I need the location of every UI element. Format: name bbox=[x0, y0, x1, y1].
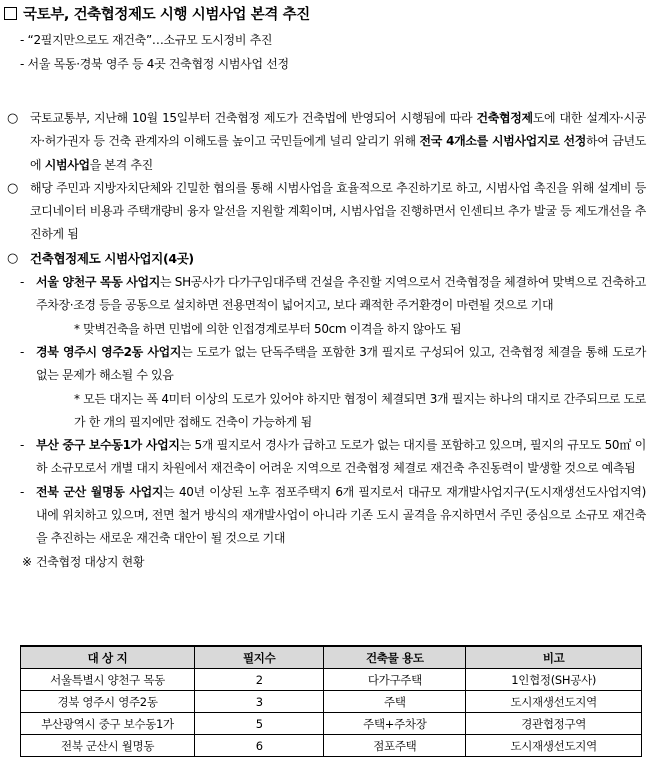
table-row bbox=[21, 669, 642, 691]
cell-site: 전북 군산시 월명동 bbox=[21, 735, 195, 757]
intro-paragraphs bbox=[6, 107, 646, 574]
section-heading-row bbox=[6, 247, 646, 271]
header-site: 대 상 지 bbox=[21, 646, 195, 669]
site-4-text: 는 40년 이상된 노후 점포주택지 6개 필지로서 대규모 재개발사업지구(도시재생선도사업지역) 내에 위치하고 있으며, 전면 철거 방식의 재개발사업이 아니라 기존 도시 골격을 유지하면서 주민 중심으로 소규모 재건축을 추진하는 새로운 재건축 대안이 될 것으로 기대 bbox=[36, 484, 646, 546]
subtitle-1: - “2필지만으로도 재건축”…소규모 도시정비 추진 bbox=[20, 33, 273, 47]
cell-parcels: 6 bbox=[195, 735, 324, 757]
cell-remarks: 1인협정(SH공사) bbox=[466, 669, 642, 691]
site-2-note bbox=[6, 388, 646, 435]
site-item-2 bbox=[6, 341, 646, 388]
cell-use: 다가구주택 bbox=[324, 669, 466, 691]
header-parcels: 필지수 bbox=[195, 646, 324, 669]
site-2-text: 는 도로가 없는 단독주택을 포함한 3개 필지로 구성되어 있고, 건축협정 체결을 통해 도로가 없는 문제가 해소될 수 있음 bbox=[36, 344, 646, 383]
title-row bbox=[4, 2, 310, 24]
dash-bullet: - bbox=[20, 275, 24, 290]
dash-bullet: - bbox=[20, 344, 24, 359]
cell-site: 경북 영주시 영주2동 bbox=[21, 691, 195, 713]
sites-table bbox=[20, 645, 642, 757]
site-1-name: 서울 양천구 목동 사업지 bbox=[36, 275, 161, 290]
paragraph-1-bold-c: 시범사업 bbox=[44, 157, 90, 172]
subtitle-2: - 서울 목동·경북 영주 등 4곳 건축협정 시범사업 선정 bbox=[20, 57, 289, 71]
paragraph-1-text-b: 도에 대한 설계자·시공자·허가권자 등 건축 관계자의 이해도를 높이고 국민들에게 널리 알리기 위해 bbox=[30, 111, 646, 149]
paragraph-1-bold-a: 건축협정제 bbox=[476, 111, 533, 125]
section-heading: 건축협정제도 시범사업지(4곳) bbox=[30, 250, 194, 266]
cell-remarks: 도시재생선도지역 bbox=[466, 691, 642, 713]
dash-bullet: - bbox=[20, 438, 24, 453]
paragraph-1-text-c: 하여 금년도에 bbox=[30, 134, 646, 172]
reference-note bbox=[6, 551, 646, 574]
table-row bbox=[21, 735, 642, 757]
circle-bullet-icon: ○ bbox=[7, 180, 18, 196]
checkbox-icon bbox=[4, 7, 17, 20]
site-3-name: 부산 중구 보수동1가 사업지 bbox=[36, 438, 180, 453]
header-remarks: 비고 bbox=[466, 646, 642, 669]
site-2-note-text: * 모든 대지는 폭 4미터 이상의 도로가 있어야 하지만 협정이 체결되면 3개 필지는 하나의 대지로 간주되므로 도로가 한 개의 필지에만 접해도 건축이 가능하게 됨 bbox=[74, 391, 646, 429]
site-item-3 bbox=[6, 434, 646, 481]
circle-bullet-icon: ○ bbox=[7, 111, 18, 126]
table-header-row bbox=[21, 646, 642, 669]
cell-remarks: 도시재생선도지역 bbox=[466, 735, 642, 757]
circle-bullet-icon: ○ bbox=[7, 250, 18, 266]
paragraph-1-text-a: 국토교통부, 지난해 10월 15일부터 건축협정 제도가 건축법에 반영되어 시행됨에 따라 bbox=[30, 111, 477, 125]
site-1-text: 는 SH공사가 다가구임대주택 건설을 추진할 지역으로서 건축협정을 체결하여 맞벽으로 건축하고 주차장·조경 등을 공동으로 설치하면 전용면적이 넓어지고, 보다 쾌적한 주거환경이 마련될 것으로 기대 bbox=[36, 275, 646, 313]
paragraph-1 bbox=[6, 107, 646, 177]
header-use: 건축물 용도 bbox=[324, 646, 466, 669]
cell-use: 주택+주차장 bbox=[324, 713, 466, 735]
site-3-text: 는 5개 필지로서 경사가 급하고 도로가 없는 대지를 포함하고 있으며, 필지의 규모도 50㎡ 이하 소규모로서 개별 대지 차원에서 재건축이 어려운 지역으로 건축협정 체결로 재건축 추진동력이 발생할 것으로 예측됨 bbox=[36, 438, 646, 476]
reference-text: 건축협정 대상지 현황 bbox=[36, 554, 145, 569]
site-2-name: 경북 영주시 영주2동 사업지 bbox=[36, 344, 182, 359]
paragraph-1-text-d: 을 본격 추진 bbox=[89, 157, 153, 172]
cell-site: 부산광역시 중구 보수동1가 bbox=[21, 713, 195, 735]
site-1-note-text: * 맞벽건축을 하면 민법에 의한 인접경계로부터 50cm 이격을 하지 않아도 됨 bbox=[74, 321, 462, 336]
site-4-name: 전북 군산 월명동 사업지 bbox=[36, 484, 164, 499]
paragraph-2 bbox=[6, 177, 646, 247]
cell-use: 주택 bbox=[324, 691, 466, 713]
cell-use: 점포주택 bbox=[324, 735, 466, 757]
cell-remarks: 경관협정구역 bbox=[466, 713, 642, 735]
site-item-4 bbox=[6, 481, 646, 551]
paragraph-2-text: 해당 주민과 지방자치단체와 긴밀한 협의를 통해 시범사업을 효율적으로 추진하기로 하고, 시범사업 촉진을 위해 설계비 등 코디네이터 비용과 주택개량비 융자 알선을 지원할 계획이며, 시범사업을 진행하면서 인센티브 추가 발굴 등 제도개선을 추진하게 됨 bbox=[30, 180, 646, 242]
site-item-1 bbox=[6, 271, 646, 318]
paragraph-1-bold-b: 전국 4개소를 시범사업지로 선정 bbox=[419, 134, 587, 149]
page-title: 국토부, 건축협정제도 시행 시범사업 본격 추진 bbox=[23, 6, 310, 23]
cell-parcels: 3 bbox=[195, 691, 324, 713]
dash-bullet: - bbox=[20, 484, 24, 499]
site-1-note bbox=[6, 318, 646, 341]
cell-parcels: 2 bbox=[195, 669, 324, 691]
cell-site: 서울특별시 양천구 목동 bbox=[21, 669, 195, 691]
reference-mark-icon: ※ bbox=[22, 554, 32, 569]
table-row bbox=[21, 691, 642, 713]
table-row bbox=[21, 713, 642, 735]
cell-parcels: 5 bbox=[195, 713, 324, 735]
